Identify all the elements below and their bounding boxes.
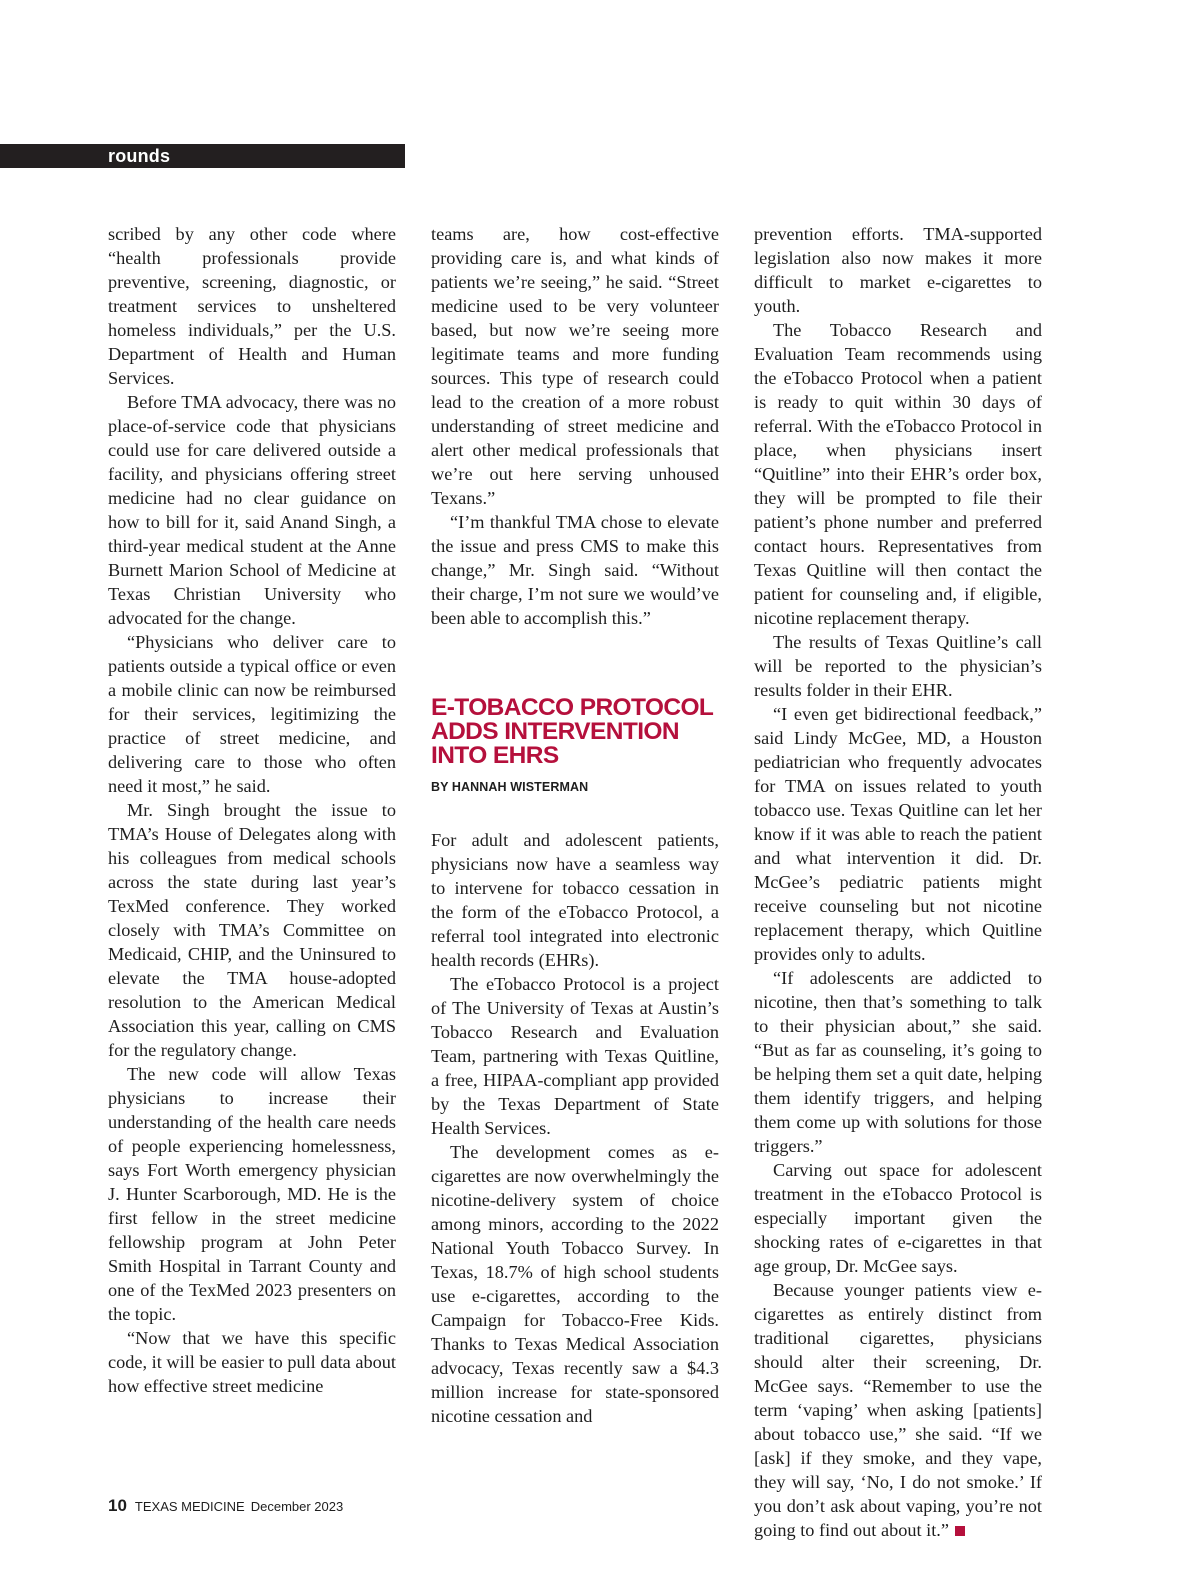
- paragraph: The eTobacco Protocol is a project of The University of Texas at Austin’s Tobacco Research and Evaluation Team, partnering with Texas Quitline, a free, HIPAA-compliant app provided by the Texas Department of State Health Services.: [431, 974, 719, 1138]
- paragraph: teams are, how cost-effective providing care is, and what kinds of patients we’re seeing,” he said. “Street medicine used to be very volunteer based, but now we’re seeing more legitimate teams and more funding sources. This type of research could lead to the creation of a more robust understanding of street medicine and alert other medical professionals that we’re out here serving unhoused Texans.”: [431, 224, 719, 508]
- article-headline: E-TOBACCO PROTOCOL ADDS INTERVENTION INTO EHRS: [431, 694, 713, 769]
- article-column-1: [108, 222, 396, 1398]
- paragraph: The Tobacco Research and Evaluation Team recommends using the eTobacco Protocol when a patient is ready to quit within 30 days of referral. With the eTobacco Protocol in place, when physicians insert “Quitline” into their EHR’s order box, they will be prompted to file their patient’s phone number and preferred contact hours. Representatives from Texas Quitline will then contact the patient for counseling and, if eligible, nicotine replacement therapy.: [754, 320, 1042, 628]
- paragraph: “If adolescents are addicted to nicotine, then that’s something to talk to their physician about,” she said. “But as far as counseling, it’s going to be helping them set a quit date, helping them identify triggers, and helping them come up with solutions for those triggers.”: [754, 968, 1042, 1156]
- page-number: 10: [108, 1496, 127, 1515]
- paragraph: The development comes as e-cigarettes are now overwhelmingly the nicotine-delivery system of choice among minors, according to the 2022 National Youth Tobacco Survey. In Texas, 18.7% of high school students use e-cigarettes, according to the Campaign for Tobacco-Free Kids. Thanks to Texas Medical Association advocacy, Texas recently saw a $4.3 million increase for state-sponsored nicotine cessation and: [431, 1142, 719, 1426]
- article-column-2: [431, 222, 719, 1428]
- paragraph: prevention efforts. TMA-supported legislation also now makes it more difficult to market e-cigarettes to youth.: [754, 224, 1042, 316]
- paragraph: “Physicians who deliver care to patients outside a typical office or even a mobile clinic can now be reimbursed for their services, legitimizing the practice of street medicine, and delivering care to those who often need it most,” he said.: [108, 632, 396, 796]
- paragraph: “Now that we have this specific code, it will be easier to pull data about how effective street medicine: [108, 1328, 396, 1396]
- paragraph: The results of Texas Quitline’s call will be reported to the physician’s results folder in their EHR.: [754, 632, 1042, 700]
- paragraph: For adult and adolescent patients, physicians now have a seamless way to intervene for tobacco cessation in the form of the eTobacco Protocol, a referral tool integrated into electronic health records (EHRs).: [431, 830, 719, 970]
- page-footer: [108, 1496, 343, 1517]
- section-header-bar: [0, 144, 405, 168]
- publication-name: TEXAS MEDICINE: [134, 1499, 245, 1514]
- paragraph: “I’m thankful TMA chose to elevate the issue and press CMS to make this change,” Mr. Singh said. “Without their charge, I’m not sure we would’ve been able to accomplish this.”: [431, 512, 719, 628]
- paragraph: scribed by any other code where “health professionals provide preventive, screening, diagnostic, or treatment services to unsheltered homeless individuals,” per the U.S. Department of Health and Human Services.: [108, 224, 396, 388]
- paragraph: The new code will allow Texas physicians to increase their understanding of the health care needs of people experiencing homelessness, says Fort Worth emergency physician J. Hunter Scarborough, MD. He is the first fellow in the street medicine fellowship program at John Peter Smith Hospital in Tarrant County and one of the TexMed 2023 presenters on the topic.: [108, 1064, 396, 1324]
- paragraph-text: Because younger patients view e-cigarettes as entirely distinct from traditional cigarettes, physicians should alter their screening, Dr. McGee says. “Remember to use the term ‘vaping’ when asking [patients] about tobacco use,” she said. “If we [ask] if they smoke, and they vape, they will say, ‘No, I do not smoke.’ If you don’t ask about vaping, you’re not going to find out about it.”: [754, 1280, 1042, 1540]
- paragraph-last: [754, 1278, 1042, 1542]
- spacer: [431, 795, 719, 828]
- paragraph: Carving out space for adolescent treatment in the eTobacco Protocol is especially important given the shocking rates of e-cigarettes in that age group, Dr. McGee says.: [754, 1160, 1042, 1276]
- paragraph: Before TMA advocacy, there was no place-of-service code that physicians could use for care delivered outside a facility, and physicians offering street medicine had no clear guidance on how to bill for it, said Anand Singh, a third-year medical student at the Anne Burnett Marion School of Medicine at Texas Christian University who advocated for the change.: [108, 392, 396, 628]
- paragraph: “I even get bidirectional feedback,” said Lindy McGee, MD, a Houston pediatrician who frequently advocates for TMA on issues related to youth tobacco use. Texas Quitline can let her know if it was able to reach the patient and what intervention it did. Dr. McGee’s pediatric patients might receive counseling but not nicotine replacement therapy, which Quitline provides only to adults.: [754, 704, 1042, 964]
- paragraph: Mr. Singh brought the issue to TMA’s House of Delegates along with his colleagues from medical schools across the state during last year’s TexMed conference. They worked closely with TMA’s Committee on Medicaid, CHIP, and the Uninsured to elevate the TMA house-adopted resolution to the American Medical Association this year, calling on CMS for the regulatory change.: [108, 800, 396, 1060]
- end-of-article-mark: [955, 1526, 965, 1536]
- article-column-3: [754, 222, 1042, 1542]
- issue-date: December 2023: [250, 1499, 344, 1514]
- section-label: rounds: [108, 146, 171, 166]
- article-byline: BY HANNAH WISTERMAN: [431, 780, 589, 794]
